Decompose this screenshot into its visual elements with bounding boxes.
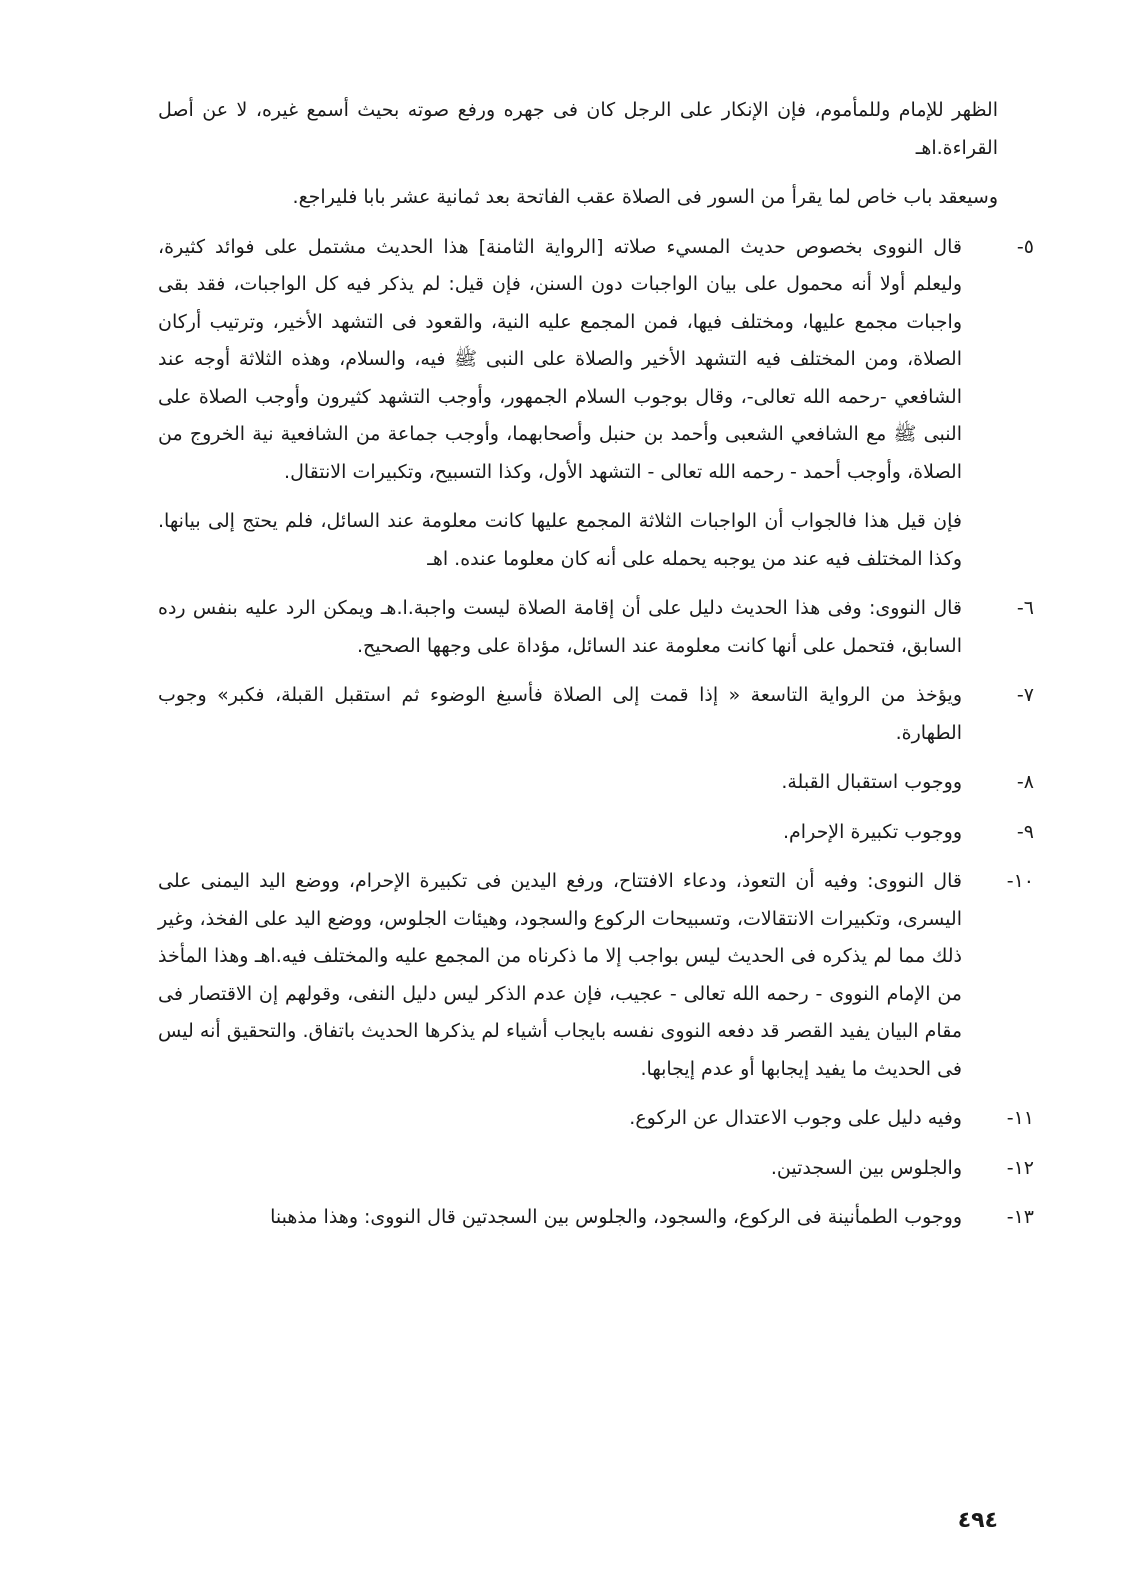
numbered-item-5 [158,229,1034,492]
numbered-item-12 [158,1150,1034,1188]
answer-paragraph [158,503,998,578]
item-text: ووجوب الطمأنينة فى الركوع، والسجود، والجلوس بين السجدتين قال النووى: وهذا مذهبنا [270,1206,962,1228]
paragraph-continuation: الظهر للإمام وللمأموم، فإن الإنكار على الرجل كان فى جهره ورفع صوته بحيث أسمع غيره، لا عن أصل القراءة.اهـ [158,99,998,159]
item-number: ١٠- [1006,870,1034,892]
item-number: ١٣- [1006,1206,1034,1228]
paragraph-cross-reference: وسيعقد باب خاص لما يقرأ من السور فى الصلاة عقب الفاتحة بعد ثمانية عشر بابا فليراجع. [292,186,998,208]
item-text: قال النووى: وفى هذا الحديث دليل على أن إقامة الصلاة ليست واجبة.ا.هـ ويمكن الرد عليه بنفس رده السابق، فتحمل على أنها كانت معلومة عند السائل، مؤداة على وجهها الصحيح. [158,597,962,657]
item-number: ٩- [1016,820,1034,843]
item-text: ووجوب تكبيرة الإحرام. [783,820,962,843]
item-text: فإن قيل هذا فالجواب أن الواجبات الثلاثة المجمع عليها كانت معلومة عند السائل، فلم يحتج إلى بيانها. وكذا المختلف فيه عند من يوجبه يحمله على أنه كان معلوما عنده. اهـ [158,510,962,570]
numbered-item-8 [158,764,1034,802]
item-text: ووجوب استقبال القبلة. [781,771,962,793]
page-number: ٤٩٤ [957,1508,998,1533]
numbered-item-13 [158,1199,1034,1237]
numbered-item-6 [158,590,1034,665]
numbered-item-11 [158,1100,1034,1138]
item-number: ٨- [1016,771,1034,793]
numbered-item-9 [158,814,1034,852]
item-text: وفيه دليل على وجوب الاعتدال عن الركوع. [629,1107,962,1129]
item-text: قال النووى: وفيه أن التعوذ، ودعاء الافتتاح، ورفع اليدين فى تكبيرة الإحرام، ووضع اليد اليمنى على اليسرى، وتكبيرات الانتقالات، وتسبيحات الركوع والسجود، وهيئات الجلوس، ووضع اليد على الفخذ، وغير ذلك مما لم يذكره فى الحديث ليس بواجب إلا ما ذكرناه من المجمع عليه والمختلف فيه.اهـ وهذا المأخذ من الإمام النووى - رحمه الله تعالى - عجيب، فإن عدم الذكر ليس دليل النفى، وقولهم إن الاقتصار فى مقام البيان يفيد القصر قد دفعه النووى نفسه بايجاب أشياء لم يذكرها الحديث باتفاق. والتحقيق أنه ليس فى الحديث ما يفيد إيجابها أو عدم إيجابها. [158,870,962,1080]
item-number: ٥- [1016,235,1034,258]
item-text: والجلوس بين السجدتين. [770,1156,962,1179]
item-text: ويؤخذ من الرواية التاسعة « إذا قمت إلى الصلاة فأسبغ الوضوء ثم استقبل القبلة، فكبر» وجوب الطهارة. [158,684,962,744]
item-number: ١١- [1006,1107,1034,1129]
numbered-item-10 [158,863,1034,1088]
page-body [158,92,1034,1249]
item-number: ٧- [1016,684,1034,706]
item-text: قال النووى بخصوص حديث المسيء صلاته [الرواية الثامنة] هذا الحديث مشتمل على فوائد كثيرة، وليعلم أولا أنه محمول على بيان الواجبات دون السنن، فإن قيل: لم يذكر فيه كل الواجبات، فقد بقى واجبات مجمع عليها، ومختلف فيها، فمن المجمع عليه النية، والقعود فى التشهد الأخير، وترتيب أركان الصلاة، ومن المختلف فيه التشهد الأخير والصلاة على النبى ﷺ فيه، والسلام، وهذه الثلاثة أوجه عند الشافعي -رحمه الله تعالى-، وقال بوجوب السلام الجمهور، وأوجب التشهد كثيرون وأوجب الصلاة على النبى ﷺ مع الشافعي الشعبى وأحمد بن حنبل وأصحابهما، وأوجب جماعة من الشافعية نية الخروج من الصلاة، وأوجب أحمد - رحمه الله تعالى - التشهد الأول، وكذا التسبيح، وتكبيرات الانتقال. [158,235,962,483]
numbered-item-7 [158,677,1034,752]
item-number: ٦- [1016,597,1034,619]
item-number: ١٢- [1006,1156,1034,1179]
